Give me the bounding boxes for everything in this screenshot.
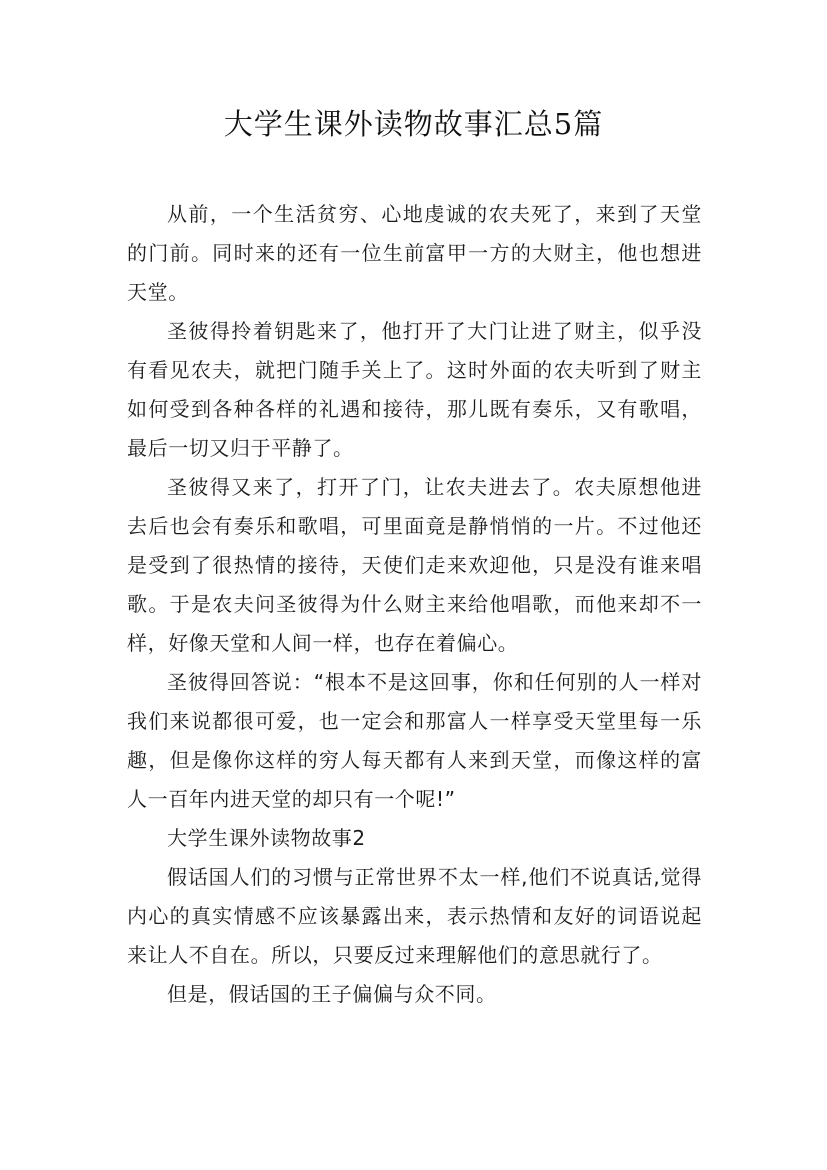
paragraph: 圣彼得又来了，打开了门，让农夫进去了。农夫原想他进去后也会有奏乐和歌唱，可里面竟是静悄悄的一片。不过他还是受到了很热情的接待，天使们走来欢迎他，只是没有谁来唱歌。于是农夫问圣彼得为什么财主来给他唱歌，而他来却不一样，好像天堂和人间一样，也存在着偏心。 bbox=[127, 475, 702, 655]
paragraph: 圣彼得回答说：“根本不是这回事，你和任何别的人一样对我们来说都很可爱，也一定会和那富人一样享受天堂里每一乐趣，但是像你这样的穷人每天都有人来到天堂，而像这样的富人一百年内进天堂的却只有一个呢!” bbox=[127, 670, 702, 811]
paragraph: 从前，一个生活贫穷、心地虔诚的农夫死了，来到了天堂的门前。同时来的还有一位生前富甲一方的大财主，他也想进天堂。 bbox=[127, 202, 702, 304]
paragraph: 但是，假话国的王子偏偏与众不同。 bbox=[167, 982, 497, 1006]
document-title: 大学生课外读物故事汇总5篇 bbox=[223, 107, 604, 141]
paragraph: 圣彼得拎着钥匙来了，他打开了大门让进了财主，似乎没有看见农夫，就把门随手关上了。这时外面的农夫听到了财主如何受到各种各样的礼遇和接待，那儿既有奏乐，又有歌唱，最后一切又归于平静了。 bbox=[127, 319, 702, 460]
paragraph: 假话国人们的习惯与正常世界不太一样,他们不说真话,觉得内心的真实情感不应该暴露出来，表示热情和友好的词语说起来让人不自在。所以，只要反过来理解他们的意思就行了。 bbox=[127, 865, 702, 967]
document-body bbox=[127, 195, 702, 1014]
section-heading: 大学生课外读物故事2 bbox=[167, 826, 366, 850]
